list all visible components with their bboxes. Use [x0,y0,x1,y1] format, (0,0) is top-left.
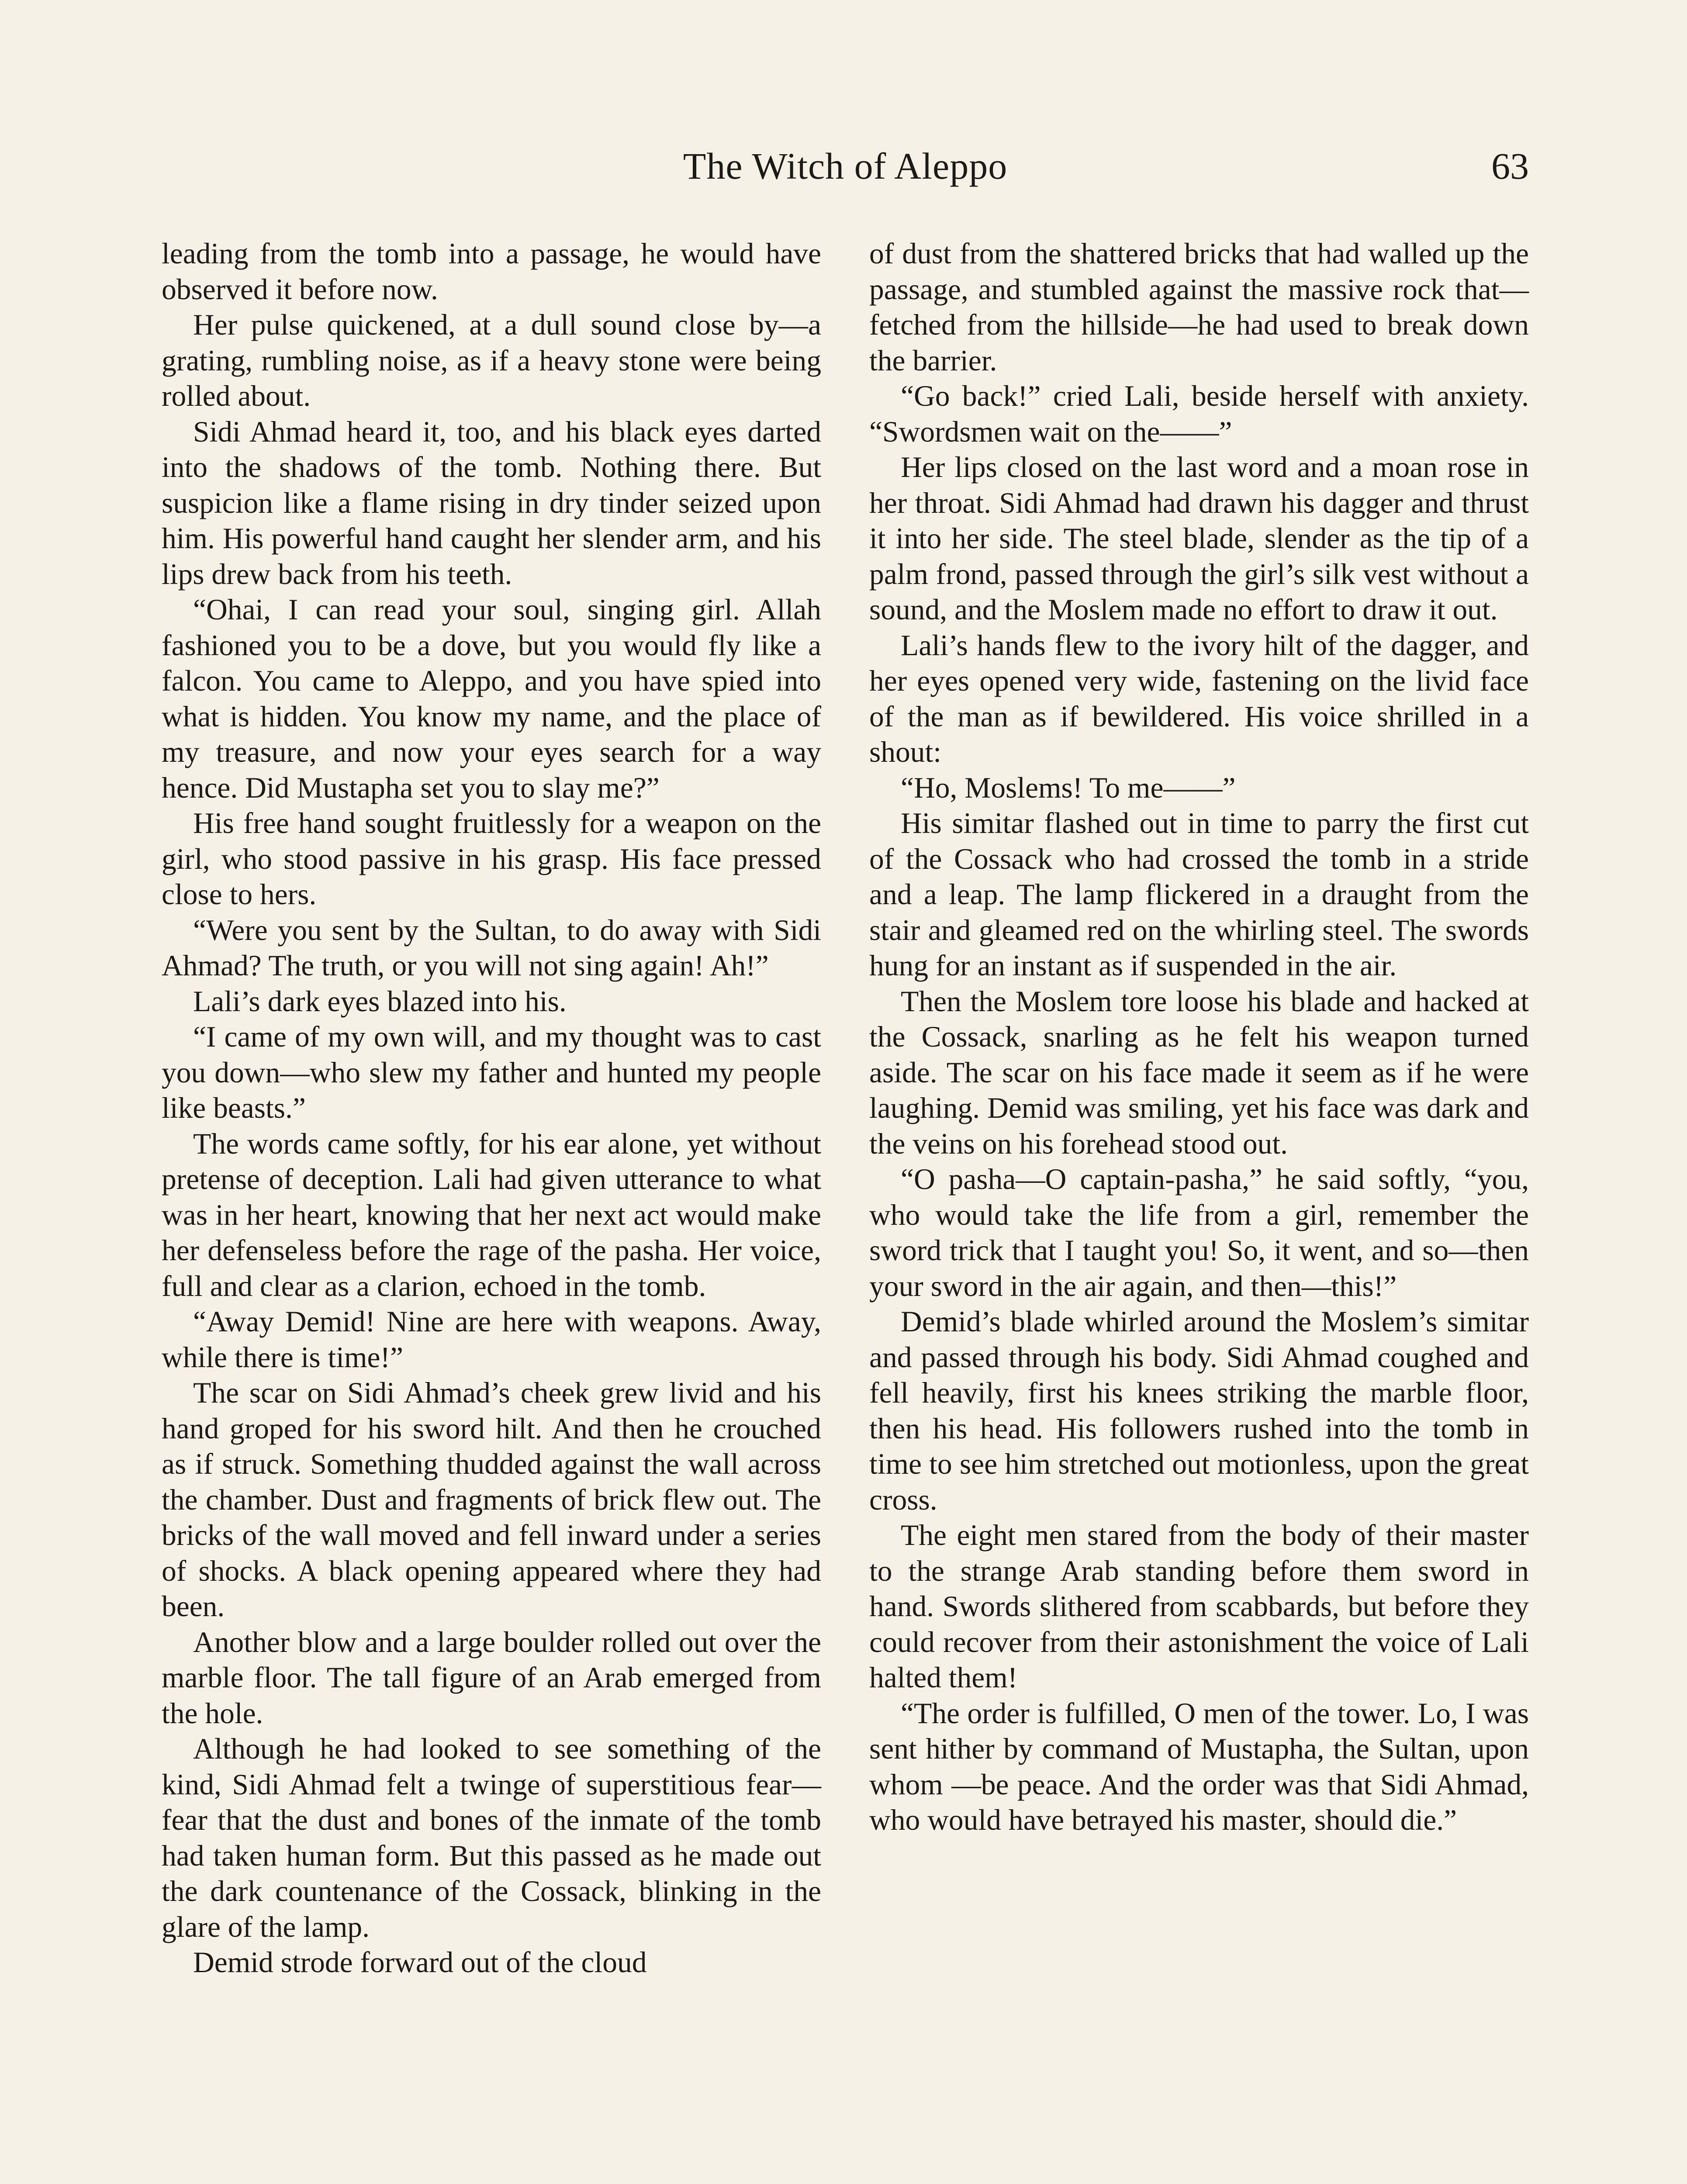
paragraph: The words came softly, for his ear alone, yet without pretense of deception. Lali had given utterance to what was in her heart, knowing that her next act would make her defenseless before the rage of the pasha. Her voice, full and clear as a clarion, echoed in the tomb. [162,1127,821,1303]
paragraph: “Were you sent by the Sultan, to do away with Sidi Ahmad? The truth, or you will not sing again! Ah!” [162,913,821,982]
page-header [162,144,1529,201]
paragraph: Another blow and a large boulder rolled out over the marble floor. The tall figure of an Arab emerged from the hole. [162,1625,821,1730]
paragraph: “I came of my own will, and my thought was to cast you down—who slew my father and hunted my people like beasts.” [162,1020,821,1124]
paragraph: leading from the tomb into a passage, he would have observed it before now. [162,237,821,306]
paragraph: “Ohai, I can read your soul, singing girl. Allah fashioned you to be a dove, but you would fly like a falcon. You came to Aleppo, and you have spied into what is hidden. You know my name, and the place of my treasure, and now your eyes search for a way hence. Did Mustapha set you to slay me?” [162,593,821,804]
paragraph: of dust from the shattered bricks that had walled up the passage, and stumbled against the massive rock that—fetched from the hillside—he had used to break down the barrier. [869,237,1529,377]
paragraph: The scar on Sidi Ahmad’s cheek grew livid and his hand groped for his sword hilt. And then he crouched as if struck. Something thudded against the wall across the chamber. Dust and fragments of brick flew out. The bricks of the wall moved and fell inward under a series of shocks. A black opening appeared where they had been. [162,1376,821,1623]
paragraph: His free hand sought fruitlessly for a weapon on the girl, who stood passive in his grasp. His face pressed close to hers. [162,807,821,911]
paragraph: “Ho, Moslems! To me——” [901,771,1236,804]
left-column [162,236,821,2184]
paragraph: “O pasha—O captain-pasha,” he said softly, “you, who would take the life from a girl, remember the sword trick that I taught you! So, it went, and so—then your sword in the air again, and then—this!” [869,1163,1529,1303]
paragraph: The eight men stared from the body of their master to the strange Arab standing before them sword in hand. Swords slithered from scabbards, but before they could recover from their astonishment the voice of Lali halted them! [869,1519,1529,1694]
page-number: 63 [1491,145,1529,187]
paragraph: Sidi Ahmad heard it, too, and his black eyes darted into the shadows of the tomb. Nothing there. But suspicion like a flame rising in dry tinder seized upon him. His powerful hand caught her slender arm, and his lips drew back from his teeth. [162,415,821,591]
running-title: The Witch of Aleppo [683,145,1008,187]
paragraph: Demid’s blade whirled around the Moslem’s simitar and passed through his body. Sidi Ahmad coughed and fell heavily, first his knees striking the marble floor, then his head. His followers rushed into the tomb in time to see him stretched out motionless, upon the great cross. [869,1305,1529,1516]
paragraph: Lali’s dark eyes blazed into his. [193,985,567,1018]
paragraph: Although he had looked to see something of the kind, Sidi Ahmad felt a twinge of superstitious fear—fear that the dust and bones of the inmate of the tomb had taken human form. But this passed as he made out the dark countenance of the Cossack, blinking in the glare of the lamp. [162,1732,821,1943]
paragraph: “Away Demid! Nine are here with weapons. Away, while there is time!” [162,1305,821,1374]
paragraph: Her lips closed on the last word and a moan rose in her throat. Sidi Ahmad had drawn his dagger and thrust it into her side. The steel blade, slender as the tip of a palm frond, passed through the girl’s silk vest without a sound, and the Moslem made no effort to draw it out. [869,451,1529,626]
paragraph: Lali’s hands flew to the ivory hilt of the dagger, and her eyes opened very wide, fastening on the livid face of the man as if bewildered. His voice shrilled in a shout: [869,629,1529,768]
paragraph: “The order is fulfilled, O men of the tower. Lo, I was sent hither by command of Mustapha, the Sultan, upon whom —be peace. And the order was that Sidi Ahmad, who would have betrayed his master, should die.” [869,1697,1529,1836]
paragraph: Demid strode forward out of the cloud [193,1946,647,1979]
paragraph: Then the Moslem tore loose his blade and hacked at the Cossack, snarling as he felt his weapon turned aside. The scar on his face made it seem as if he were laughing. Demid was smiling, yet his face was dark and the veins on his forehead stood out. [869,985,1529,1160]
paragraph: His simitar flashed out in time to parry the first cut of the Cossack who had crossed the tomb in a stride and a leap. The lamp flickered in a draught from the stair and gleamed red on the whirling steel. The swords hung for an instant as if suspended in the air. [869,807,1529,982]
paragraph: “Go back!” cried Lali, beside herself with anxiety. “Swordsmen wait on the——” [869,380,1529,448]
paragraph: Her pulse quickened, at a dull sound close by—a grating, rumbling noise, as if a heavy stone were being rolled about. [162,308,821,412]
right-column [869,236,1529,2184]
text-columns [162,236,1529,2184]
